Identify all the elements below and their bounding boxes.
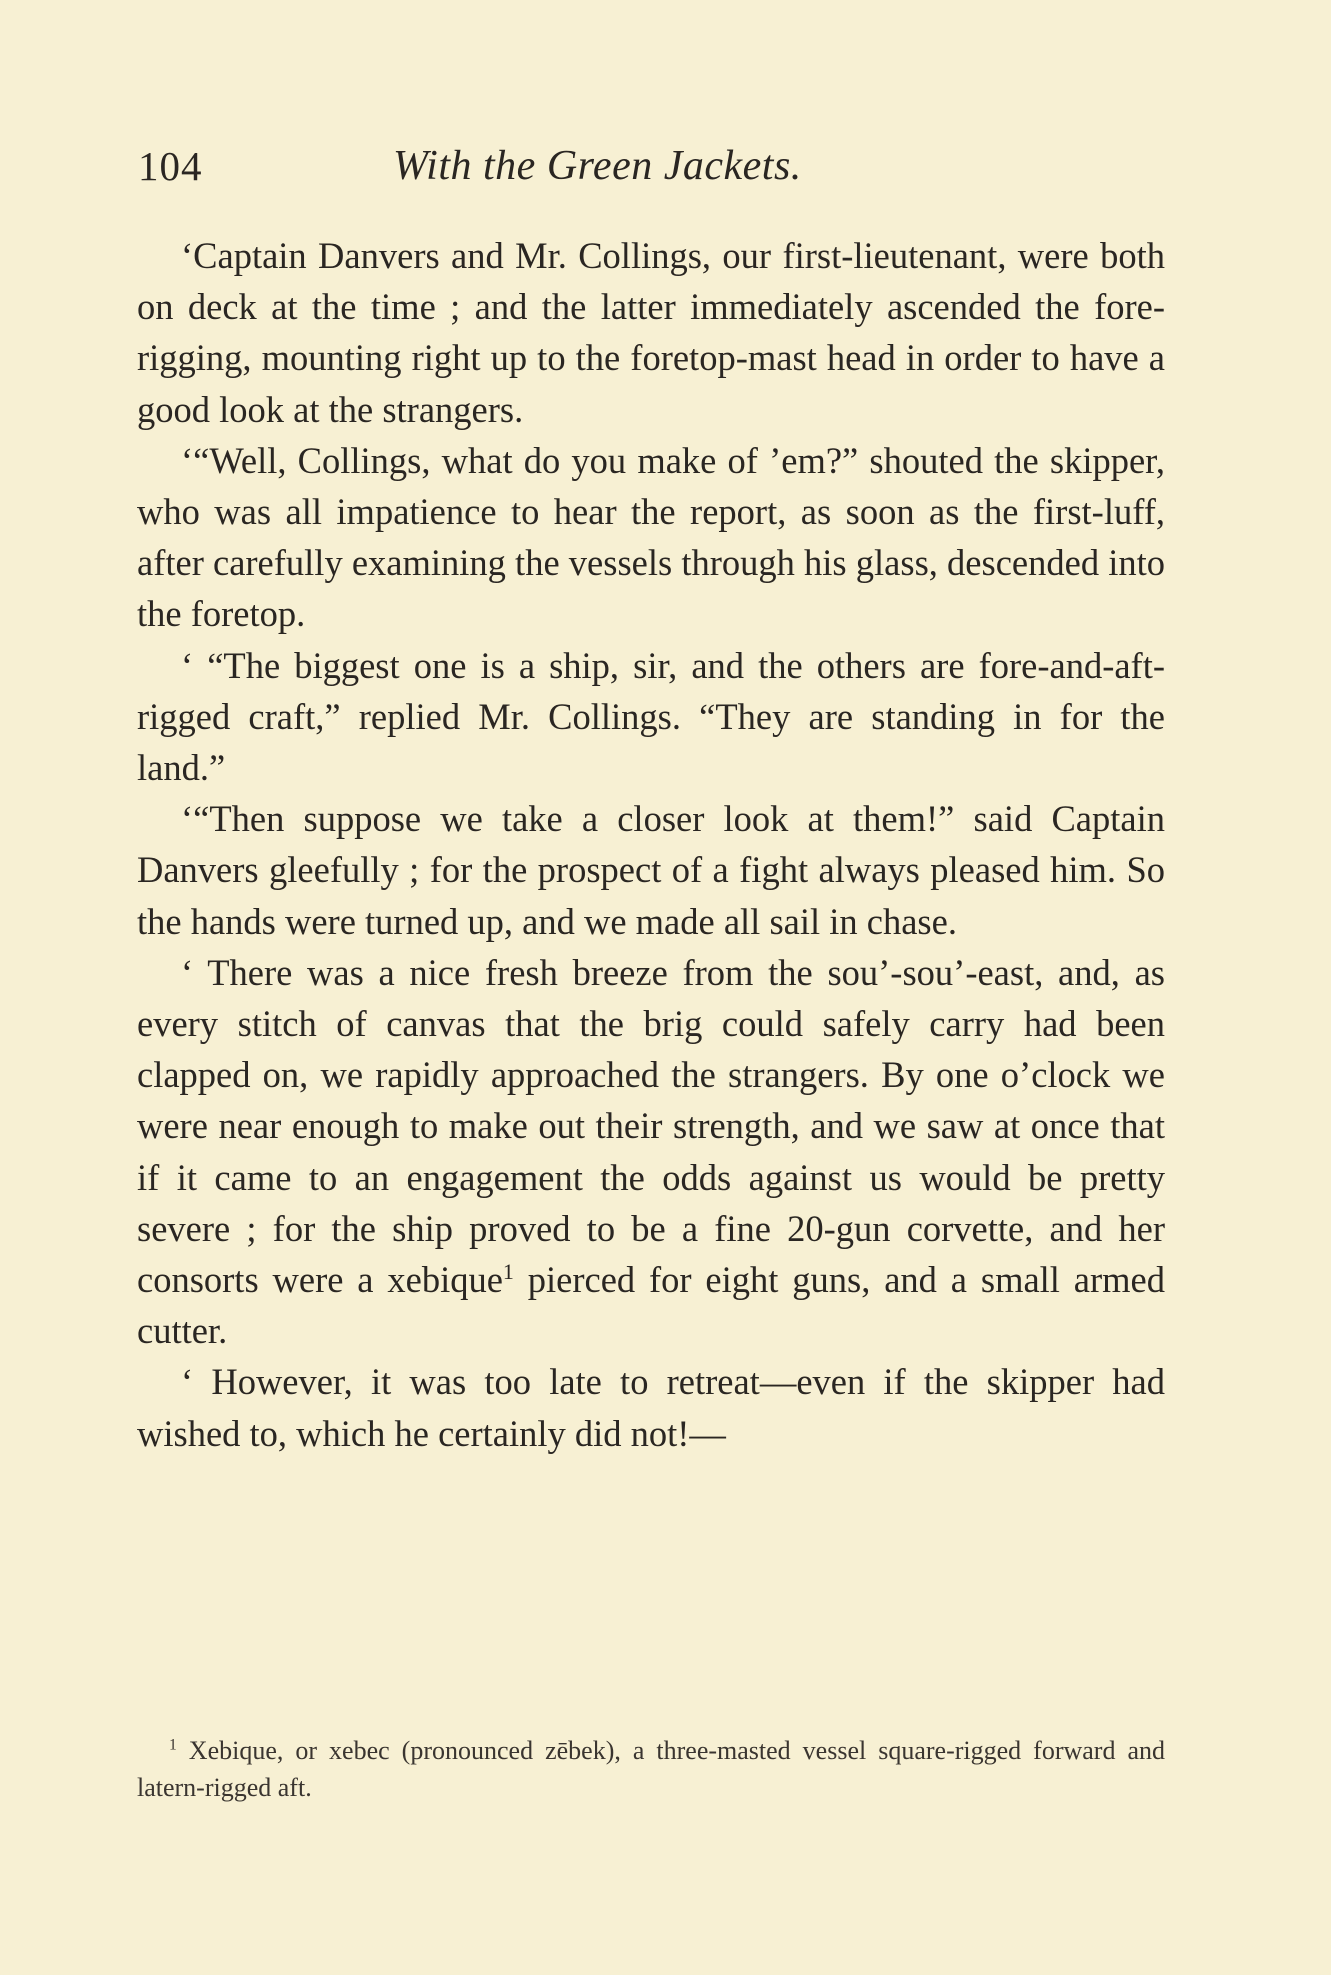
paragraph: ‘ However, it was too late to retreat—even if the skipper had wished to, which he certainly did not!— [137, 1361, 1165, 1454]
paragraph [137, 947, 1165, 1357]
body-text [137, 230, 1165, 1459]
paragraph: ‘“Well, Collings, what do you make of ’em?” shouted the skipper, who was all impatience to hear the report, as soon as the first-luff, after carefully examining the vessels through his glass, descended into the foretop. [137, 439, 1165, 635]
running-title: With the Green Jackets. [393, 143, 802, 189]
paragraph: ‘Captain Danvers and Mr. Collings, our first-lieutenant, were both on deck at the time ; and the latter immediately ascended the fore-rigging, mounting right up to the foretop-mast head in order to have a good look at the strangers. [137, 235, 1165, 430]
page-header [138, 142, 1198, 202]
page-number: 104 [138, 143, 203, 189]
footnote [137, 1732, 1165, 1806]
footnote-marker: 1 [169, 1736, 177, 1754]
footnotes [137, 1732, 1165, 1806]
footnote-text: Xebique, or xebec (pronounced zēbek), a three-masted vessel square-rigged forward and latern-rigged aft. [137, 1736, 1165, 1802]
paragraph-text: ‘ There was a nice fresh breeze from the sou’-sou’-east, and, as every stitch of canvas that the brig could safely carry had been clapped on, we rapidly approached the strangers. By one o’clock we were near enough to make out their strength, and we saw at once that if it came to an engagement the odds against us would be pretty severe ; for the ship proved to be a fine 20-gun corvette, and her consorts were a xebique [137, 951, 1165, 1301]
paragraph: ‘ “The biggest one is a ship, sir, and the others are fore-and-aft-rigged craft,” replied Mr. Collings. “They are standing in for the land.” [137, 644, 1165, 789]
paragraph: ‘“Then suppose we take a closer look at them!” said Captain Danvers gleefully ; for the prospect of a fight always pleased him. So the hands were turned up, and we made all sail in chase. [137, 798, 1165, 942]
footnote-reference[interactable]: 1 [502, 1258, 514, 1284]
paragraph-text: pierced for eight guns, and a small armed cutter. [137, 1259, 1165, 1352]
